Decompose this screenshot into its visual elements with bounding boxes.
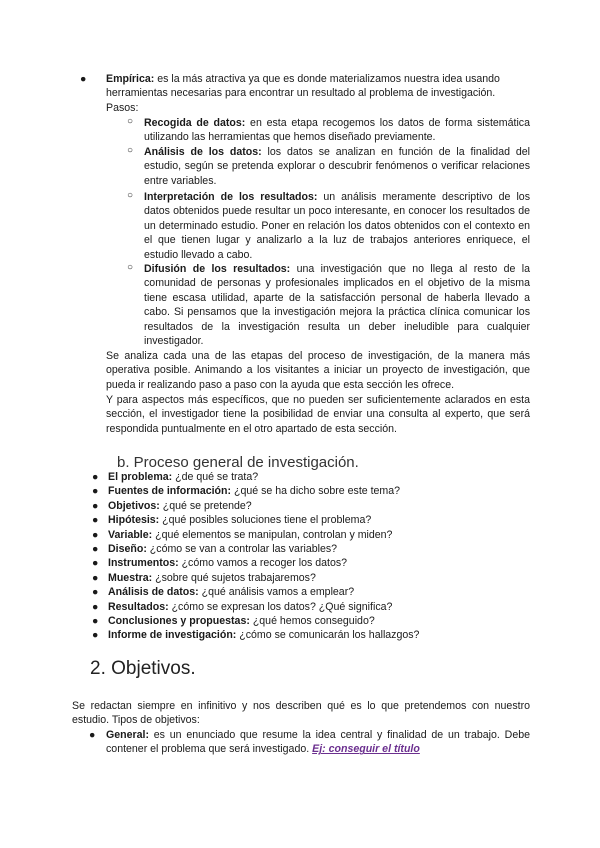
bullet-icon: ● xyxy=(92,542,99,555)
paso-term: Análisis de los datos: xyxy=(144,146,262,158)
general-text: es un enunciado que resume la idea central y finalidad de un trabajo. Debe contener el problema que será investigado. xyxy=(106,729,530,756)
list-item: ● Resultados: ¿cómo se expresan los datos? ¿Qué significa? xyxy=(92,600,393,613)
list-item: ● Objetivos: ¿qué se pretende? xyxy=(92,499,252,512)
bullet-icon: ● xyxy=(92,557,99,570)
paso-analisis xyxy=(127,145,530,188)
bullet-icon: ● xyxy=(89,729,96,741)
bullet-icon: ● xyxy=(92,499,99,512)
circle-bullet-icon: ○ xyxy=(127,116,134,127)
bullet-icon: ● xyxy=(80,73,87,85)
paso-term: Recogida de datos: xyxy=(144,117,246,129)
empirica-line-1: es la más atractiva ya que es donde materializamos nuestra idea usando xyxy=(154,73,500,85)
bullet-icon: ● xyxy=(92,571,99,584)
list-item: ● Muestra: ¿sobre qué sujetos trabajaremos? xyxy=(92,571,316,584)
list-item: ● Análisis de datos: ¿qué análisis vamos a emplear? xyxy=(92,586,355,599)
circle-bullet-icon: ○ xyxy=(127,145,134,156)
general-item xyxy=(89,728,530,757)
bullet-icon: ● xyxy=(92,485,99,498)
list-item: ● Fuentes de información: ¿qué se ha dicho sobre este tema? xyxy=(92,485,401,498)
paso-text: los datos se analizan en función de la finalidad del estudio, según se pretenda explorar o descubrir fenómenos o verificar relaciones entre variables. xyxy=(144,146,530,187)
paso-difusion xyxy=(127,262,530,348)
empirica-line-2: herramientas necesarias para encontrar un resultado al problema de investigación. xyxy=(106,87,496,100)
bullet-icon: ● xyxy=(92,471,99,483)
bullet-icon: ● xyxy=(92,514,99,527)
objetivos-intro: Se redactan siempre en infinitivo y nos describen qué es lo que pretendemos con nuestro estudio. Tipos de objetivos: xyxy=(72,700,530,727)
section-heading-objetivos: 2. Objetivos. xyxy=(90,658,196,679)
list-item: ● Hipótesis: ¿qué posibles soluciones tiene el problema? xyxy=(92,514,372,527)
bullet-icon: ● xyxy=(92,600,99,613)
list-item: ● El problema: ¿de qué se trata? xyxy=(92,471,259,483)
section-heading-proceso: b. Proceso general de investigación. xyxy=(117,454,359,471)
paso-interpretacion xyxy=(127,190,530,262)
example-link[interactable]: Ej: conseguir el título xyxy=(312,743,420,756)
proceso-list xyxy=(92,470,528,643)
circle-bullet-icon: ○ xyxy=(127,262,134,273)
paso-text: una investigación que no llega al resto de la comunidad de personas y profesionales implicados en el objetivo de la misma tiene escasa utilidad, aparte de la satisfacción personal de haberla llevado a cabo. Si pensamos que la investigación mejora la práctica clínica comunicar los resultados de la investigación resulta un deber ineludible para cualquier investigador. xyxy=(144,263,530,348)
general-term: General: xyxy=(106,729,149,741)
bullet-icon: ● xyxy=(92,614,99,627)
list-item: ● Diseño: ¿cómo se van a controlar las variables? xyxy=(92,542,338,555)
empirica-line-3: Pasos: xyxy=(106,101,139,114)
bullet-icon: ● xyxy=(92,629,99,642)
paso-term: Difusión de los resultados: xyxy=(144,263,291,275)
list-item: ● Instrumentos: ¿cómo vamos a recoger los datos? xyxy=(92,557,348,570)
bullet-icon: ● xyxy=(92,528,99,541)
list-item: ● Variable: ¿qué elementos se manipulan, controlan y miden? xyxy=(92,528,393,541)
circle-bullet-icon: ○ xyxy=(127,190,134,201)
paso-term: Interpretación de los resultados: xyxy=(144,191,318,203)
paragraph-etapas: Se analiza cada una de las etapas del proceso de investigación, de la manera más operativa posible. Animando a los visitantes a iniciar un proyecto de investigación, que pueda ir realizando paso a paso con la ayuda que esta sección les ofrece. xyxy=(106,350,530,391)
paso-text: un análisis meramente descriptivo de los datos obtenidos puede resultar un poco interesante, en conocer los resultados de un determinado estudio. Poner en relación los datos obtenidos con el contexto en el que tienen lugar y analizarlo a la luz de trabajos anteriores enriquece, el estudio llevado a cabo. xyxy=(144,191,530,261)
list-item: ● Informe de investigación: ¿cómo se comunicarán los hallazgos? xyxy=(92,629,420,642)
bullet-icon: ● xyxy=(92,586,99,599)
paragraph-aspectos: Y para aspectos más específicos, que no pueden ser suficientemente aclarados en esta sección, el investigador tiene la posibilidad de enviar una consulta al experto, que será respondida puntualmente en el otro apartado de esta sección. xyxy=(106,394,530,435)
list-item: ● Conclusiones y propuestas: ¿qué hemos conseguido? xyxy=(92,614,375,627)
empirica-term: Empírica: xyxy=(106,73,155,85)
paso-text: en esta etapa recogemos los datos de forma sistemática utilizando las herramientas que hemos diseñado previamente. xyxy=(144,117,530,144)
paso-recogida xyxy=(127,116,530,145)
